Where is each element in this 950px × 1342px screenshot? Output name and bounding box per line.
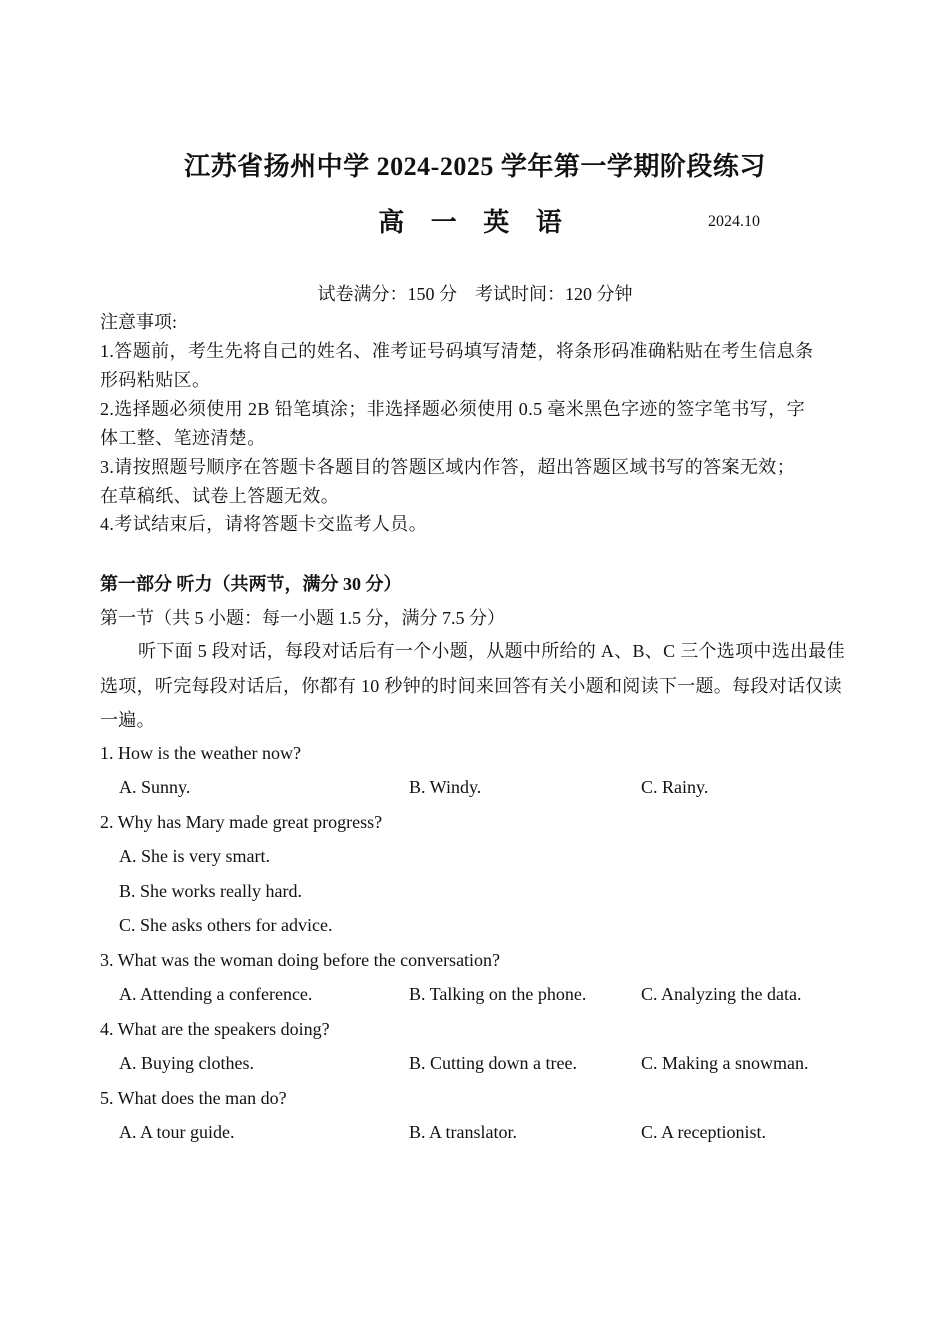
option-b: B. Talking on the phone. <box>409 984 587 1004</box>
listening-instructions: 听下面 5 段对话，每段对话后有一个小题，从题中所给的 A、B、C 三个选项中选出最佳选项，听完每段对话后，你都有 10 秒钟的时间来回答有关小题和阅读下一题。每段对话仅读一遍。 <box>100 641 845 730</box>
notice-line: 在草稿纸、试卷上答题无效。 <box>100 486 340 506</box>
option-c: C. She asks others for advice. <box>119 915 333 935</box>
option-c: C. A receptionist. <box>641 1122 766 1142</box>
notice-heading: 注意事项: <box>100 312 178 332</box>
option-b: B. Cutting down a tree. <box>409 1053 577 1073</box>
option-a: A. Attending a conference. <box>119 984 313 1004</box>
question-stem: 2. Why has Mary made great progress? <box>100 812 383 832</box>
part-heading: 第一部分 听力（共两节，满分 30 分） <box>100 574 402 594</box>
section-heading: 第一节（共 5 小题：每一小题 1.5 分，满分 7.5 分） <box>100 608 505 628</box>
option-a: A. Sunny. <box>119 777 191 797</box>
notice-line: 2.选择题必须使用 2B 铅笔填涂；非选择题必须使用 0.5 毫米黑色字迹的签字笔书写，字 <box>100 399 806 419</box>
option-a: A. She is very smart. <box>119 846 270 866</box>
option-b: B. She works really hard. <box>119 881 302 901</box>
option-c: C. Rainy. <box>641 777 709 797</box>
subject-title: 高 一 英 语 <box>378 208 572 237</box>
question-stem: 5. What does the man do? <box>100 1088 287 1108</box>
exam-date: 2024.10 <box>708 213 760 230</box>
notice-line: 3.请按照题号顺序在答题卡各题目的答题区域内作答，超出答题区域书写的答案无效； <box>100 457 796 477</box>
option-c: C. Making a snowman. <box>641 1053 809 1073</box>
question-stem: 4. What are the speakers doing? <box>100 1019 330 1039</box>
option-c: C. Analyzing the data. <box>641 984 802 1004</box>
question-stem: 3. What was the woman doing before the conversation? <box>100 950 501 970</box>
option-a: A. Buying clothes. <box>119 1053 254 1073</box>
option-b: B. Windy. <box>409 777 482 797</box>
notice-line: 1.答题前，考生先将自己的姓名、准考证号码填写清楚，将条形码准确粘贴在考生信息条 <box>100 341 814 361</box>
option-b: B. A translator. <box>409 1122 517 1142</box>
notice-line: 体工整、笔迹清楚。 <box>100 428 266 448</box>
exam-meta: 试卷满分：150 分 考试时间：120 分钟 <box>317 284 633 304</box>
notice-line: 形码粘贴区。 <box>100 370 211 390</box>
question-stem: 1. How is the weather now? <box>100 743 301 763</box>
notice-line: 4.考试结束后，请将答题卡交监考人员。 <box>100 514 428 534</box>
exam-title: 江苏省扬州中学 2024-2025 学年第一学期阶段练习 <box>184 152 766 181</box>
option-a: A. A tour guide. <box>119 1122 235 1142</box>
